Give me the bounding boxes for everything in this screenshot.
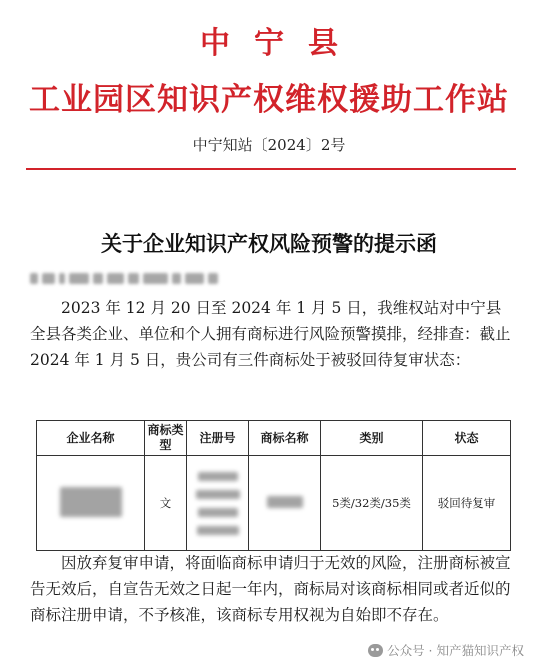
watermark-text: 公众号 · 知产猫知识产权 (387, 643, 524, 658)
county-header: 中宁县 (200, 26, 362, 61)
header-mark-name: 商标名称 (249, 421, 321, 456)
document-number: 中宁知站〔2024〕2号 (192, 136, 346, 154)
mark-name-redacted (249, 456, 321, 551)
body-paragraph-1: 2023 年 12 月 20 日至 2024 年 1 月 5 日，我维权站对中宁县全县各类企业、单位和个人拥有商标进行风险预警摸排，经排查：截止 2024 年 1 月 5 日，贵公司有三件商标处于被驳回待复审状态： (30, 299, 511, 369)
body-paragraph-2: 因放弃复审申请，将面临商标申请归于无效的风险，注册商标被宣告无效后，自宣告无效之日起一年内，商标局对该商标相同或者近似的商标注册申请，不予核准，该商标专用权视为自始即不存在。 (30, 554, 511, 624)
table-header-row (37, 421, 511, 456)
table-row (37, 456, 511, 551)
wechat-icon (368, 644, 383, 657)
header-mark-type: 商标类型 (145, 421, 187, 456)
red-divider (26, 168, 516, 170)
header-reg-number: 注册号 (187, 421, 249, 456)
organization-header: 工业园区知识产权维权援助工作站 (29, 82, 509, 118)
status-cell: 驳回待复审 (423, 456, 511, 551)
document-title: 关于企业知识产权风险预警的提示函 (101, 231, 437, 256)
header-company: 企业名称 (37, 421, 145, 456)
header-category: 类别 (321, 421, 423, 456)
company-name-redacted (37, 456, 145, 551)
category-cell: 5类/32类/35类 (321, 456, 423, 551)
header-status: 状态 (423, 421, 511, 456)
reg-number-redacted (187, 456, 249, 551)
trademark-table (36, 420, 511, 551)
watermark (368, 641, 524, 659)
recipient-redacted (30, 271, 218, 285)
mark-type-cell: 文 (145, 456, 187, 551)
